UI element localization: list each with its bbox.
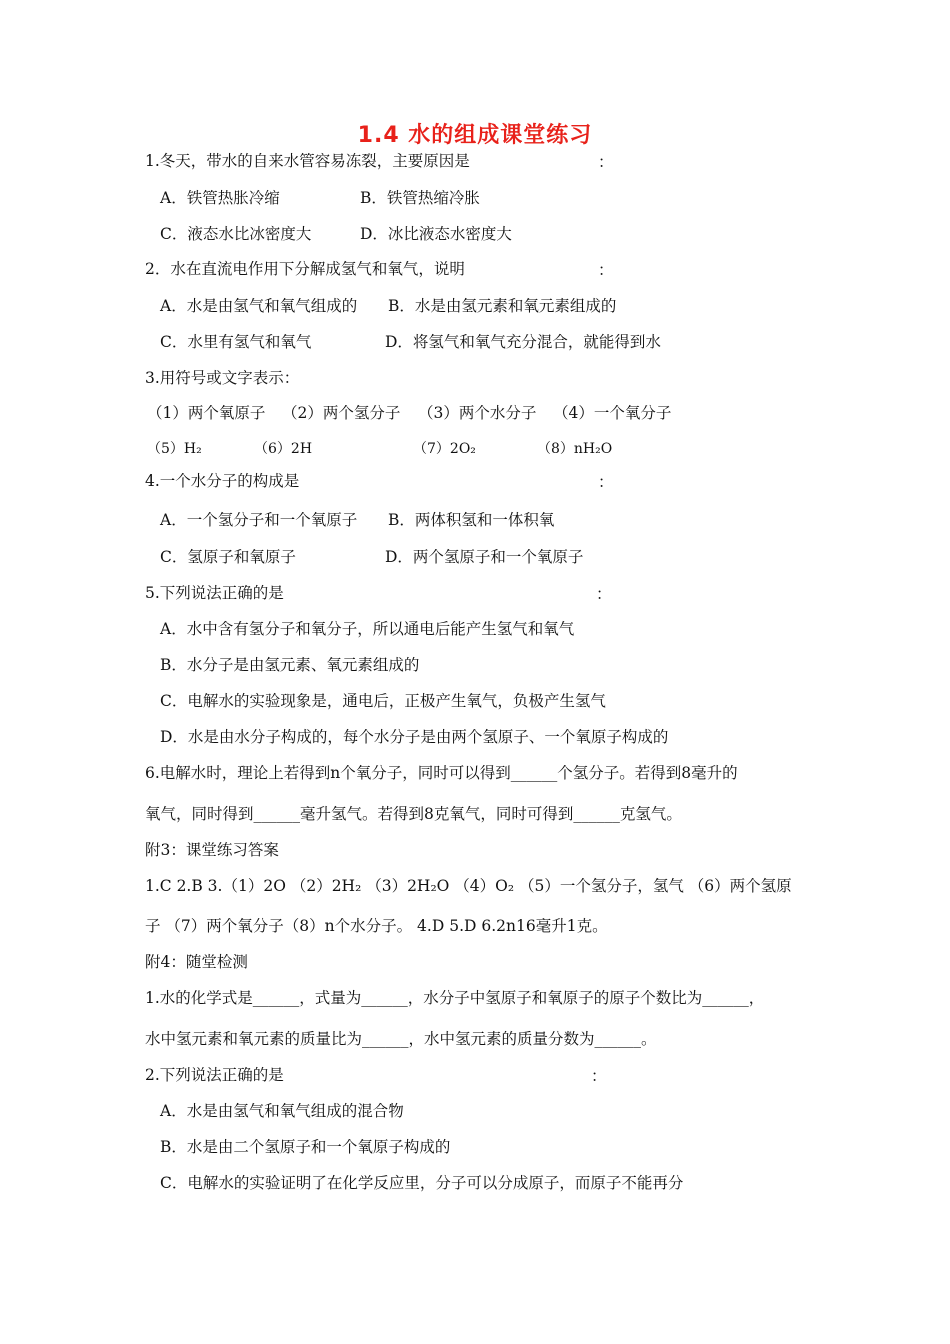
q1-colon: ：	[598, 153, 614, 171]
q3-item-3: （3）两个水分子	[418, 404, 537, 422]
appendix3-heading: 附3：课堂练习答案	[145, 841, 279, 859]
q6-line-1: 6.电解水时，理论上若得到n个氧分子，同时可以得到______个氢分子。若得到8毫升的	[145, 764, 738, 782]
q4-colon: ：	[598, 473, 614, 491]
q5-stem: 5.下列说法正确的是	[145, 584, 284, 602]
q3-stem: 3.用符号或文字表示：	[145, 369, 300, 387]
q4-stem: 4.一个水分子的构成是	[145, 472, 300, 490]
appendix4-q2-stem: 2.下列说法正确的是	[145, 1066, 284, 1084]
q3-item-8: （8）nH₂O	[537, 441, 613, 457]
q5-option-a: A．水中含有氢分子和氧分子，所以通电后能产生氢气和氧气	[160, 620, 575, 638]
q1-stem: 1.冬天，带水的自来水管容易冻裂，主要原因是	[145, 152, 470, 170]
appendix4-q1-line-2: 水中氢元素和氧元素的质量比为______，水中氢元素的质量分数为______。	[145, 1030, 657, 1048]
appendix4-q2-colon: ：	[591, 1067, 607, 1085]
q3-item-2: （2）两个氢分子	[282, 404, 401, 422]
q4-option-b: B．两体积氢和一体积氧	[388, 511, 555, 529]
q2-option-b: B．水是由氢元素和氧元素组成的	[388, 297, 617, 315]
q2-option-d: D．将氢气和氧气充分混合，就能得到水	[385, 333, 661, 351]
appendix4-q2-option-c: C．电解水的实验证明了在化学反应里，分子可以分成原子，而原子不能再分	[160, 1174, 684, 1192]
q4-option-c: C．氢原子和氧原子	[160, 548, 296, 566]
appendix3-line-2: 子 （7）两个氧分子（8）n个水分子。 4.D 5.D 6.2n16毫升1克。	[145, 917, 608, 935]
q5-option-c: C．电解水的实验现象是，通电后，正极产生氧气，负极产生氢气	[160, 692, 606, 710]
q3-item-5: （5）H₂	[147, 441, 202, 457]
q4-option-d: D．两个氢原子和一个氧原子	[385, 548, 584, 566]
q1-option-c: C．液态水比冰密度大	[160, 225, 312, 243]
q3-item-7: （7）2O₂	[413, 441, 476, 457]
q6-line-2: 氧气，同时得到______毫升氢气。若得到8克氧气，同时可得到______克氢气。	[145, 805, 682, 823]
q2-option-c: C．水里有氢气和氧气	[160, 333, 312, 351]
q3-item-4: （4）一个氧分子	[553, 404, 672, 422]
q5-option-d: D．水是由水分子构成的，每个水分子是由两个氢原子、一个氧原子构成的	[160, 728, 669, 746]
q2-stem: 2．水在直流电作用下分解成氢气和氧气，说明	[145, 260, 465, 278]
q4-option-a: A．一个氢分子和一个氧原子	[160, 511, 358, 529]
appendix4-q2-option-b: B．水是由二个氢原子和一个氧原子构成的	[160, 1138, 451, 1156]
q5-colon: ：	[596, 585, 612, 603]
q1-option-b: B．铁管热缩冷胀	[360, 189, 480, 207]
appendix4-heading: 附4：随堂检测	[145, 953, 248, 971]
q3-item-6: （6）2H	[254, 441, 313, 457]
q2-colon: ：	[598, 261, 614, 279]
q3-item-1: （1）两个氧原子	[147, 404, 266, 422]
q1-option-a: A．铁管热胀冷缩	[160, 189, 280, 207]
appendix4-q2-option-a: A．水是由氢气和氧气组成的混合物	[160, 1102, 404, 1120]
appendix4-q1-line-1: 1.水的化学式是______，式量为______，水分子中氢原子和氧原子的原子个数比为______，	[145, 989, 765, 1007]
q1-option-d: D．冰比液态水密度大	[360, 225, 512, 243]
page-title: 1.4 水的组成课堂练习	[357, 123, 593, 148]
q5-option-b: B．水分子是由氢元素、氧元素组成的	[160, 656, 420, 674]
q2-option-a: A．水是由氢气和氧气组成的	[160, 297, 358, 315]
appendix3-line-1: 1.C 2.B 3.（1）2O （2）2H₂ （3）2H₂O （4）O₂ （5）一个氢分子，氢气 （6）两个氢原	[145, 877, 792, 895]
